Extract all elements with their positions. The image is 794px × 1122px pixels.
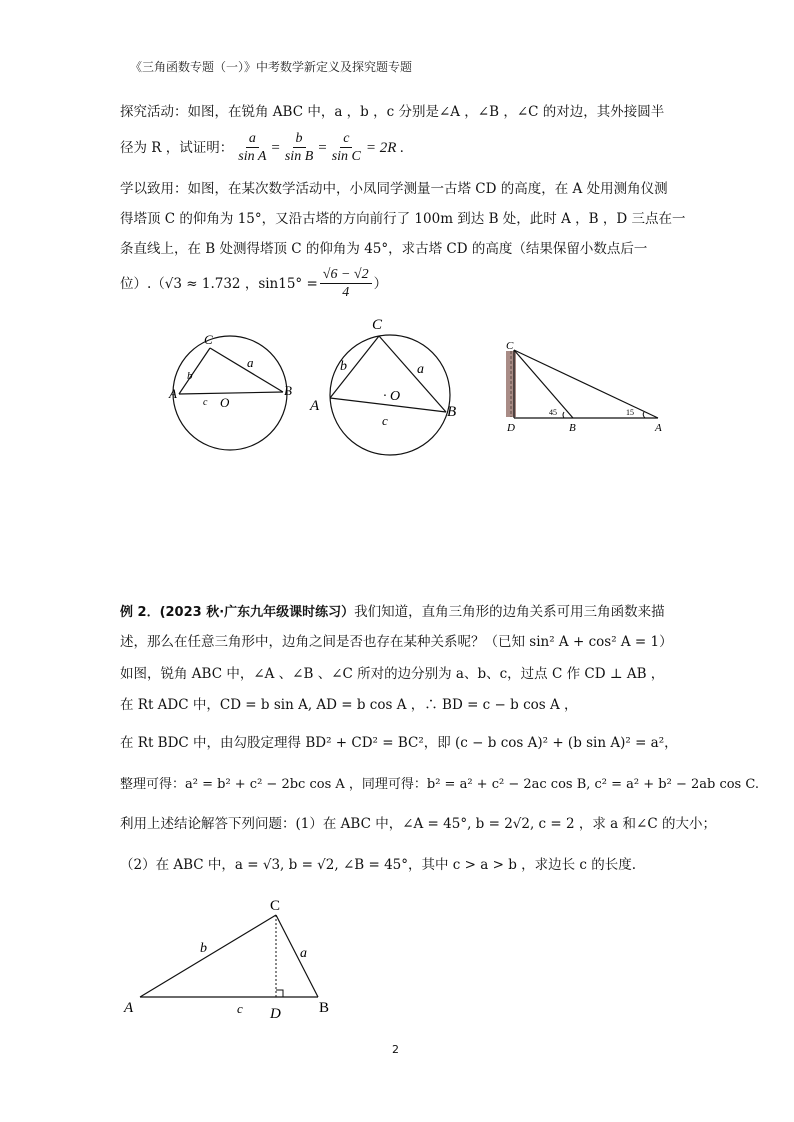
label-D: D: [507, 422, 515, 434]
right-angle-mark: [276, 990, 283, 997]
example-line2: 述，那么在任意三角形中，边角之间是否也存在某种关系呢？（已知 sin² A + cos² A = 1）: [120, 634, 673, 650]
p2-line4-text: 位）.（√3 ≈ 1.732 ，sin15° =: [120, 275, 318, 292]
frac3-num: c: [340, 130, 352, 148]
p1-line2-text: 径为 R ，试证明：: [120, 139, 234, 156]
p2-line4: [120, 266, 705, 301]
example-line3: 如图，锐角 ABC 中，∠A 、∠B 、∠C 所对的边分别为 a、b、c，过点 C 作 CD ⊥ AB ，: [120, 666, 665, 682]
p2-line3: 条直线上，在 B 处测得塔顶 C 的仰角为 45°，求古塔 CD 的高度（结果保留小数点后一: [120, 241, 648, 257]
fraction-sin15: [320, 266, 372, 301]
frac2-den: sin B: [284, 149, 314, 164]
p2-line1: 学以致用：如图，在某次数学活动中，小凤同学测量一古塔 CD 的高度，在 A 处用测角仪测: [120, 181, 668, 197]
label-B: B: [284, 383, 292, 398]
label-A: A: [655, 422, 662, 434]
figure-triangle: [120, 892, 340, 1022]
label-a: a: [417, 362, 424, 377]
example-intro: 我们知道，直角三角形的边角关系可用三角函数来描: [354, 604, 665, 620]
label-D: D: [270, 1006, 281, 1022]
side-CB: [276, 915, 318, 997]
side-AC: [140, 915, 276, 997]
label-B: B: [447, 404, 457, 420]
label-15: 15: [626, 408, 634, 417]
frac3-den: sin C: [331, 149, 361, 164]
p1-line2: [120, 130, 705, 165]
frac4-den: 4: [342, 285, 350, 300]
example-line4: 在 Rt ADC 中，CD = b sin A, AD = b cos A ，∴ BD = c − b cos A ，: [120, 697, 578, 713]
example-line1: [120, 604, 705, 621]
figure-circle-1: [165, 325, 300, 455]
angle-arc-45: [563, 412, 564, 418]
example-line8: （2）在 ABC 中，a = √3, b = √2, ∠B = 45°，其中 c > a > b ，求边长 c 的长度.: [120, 857, 637, 873]
label-C: C: [204, 332, 213, 347]
angle-arc-15: [643, 412, 645, 418]
eq2: =: [318, 139, 327, 156]
frac1-num: a: [246, 130, 259, 148]
fraction-c-sinC: [329, 130, 364, 165]
frac2-num: b: [293, 130, 306, 148]
fraction-a-sinA: [235, 130, 269, 165]
p2-line2: 得塔顶 C 的仰角为 15°，又沿古塔的方向前行了 100m 到达 B 处，此时 A ，B ，D 三点在一: [120, 211, 686, 227]
label-b: b: [187, 370, 193, 382]
side-CA: [514, 350, 658, 418]
label-C: C: [506, 340, 514, 352]
label-c: c: [237, 1001, 243, 1016]
label-A: A: [310, 398, 320, 414]
page-header: 《三角函数专题（一）》中考数学新定义及探究题专题: [130, 60, 413, 74]
side-AB-1: [179, 392, 283, 394]
label-a: a: [300, 946, 307, 961]
label-A: A: [169, 386, 177, 401]
page-number: 2: [392, 1043, 399, 1056]
label-B: B: [569, 422, 576, 434]
figure-circle-2: [305, 310, 465, 460]
label-B: B: [319, 1000, 330, 1016]
label-C: C: [372, 317, 383, 333]
figure-tower: [500, 335, 675, 435]
p2-line4-end: ）: [373, 275, 388, 292]
side-CB: [514, 350, 573, 418]
label-O: · O: [383, 389, 401, 404]
frac1-den: sin A: [238, 149, 267, 164]
label-b: b: [340, 359, 347, 374]
example-title: 例 2．(2023 秋·广东九年级课时练习）: [120, 605, 355, 620]
fraction-b-sinB: [282, 130, 316, 165]
example-line6: 整理可得：a² = b² + c² − 2bc cos A ，同理可得：b² = a² + c² − 2ac cos B, c² = a² + b² − 2ab cos C.: [120, 777, 759, 792]
label-a: a: [247, 355, 254, 370]
label-C: C: [270, 898, 281, 914]
label-A: A: [124, 1000, 134, 1016]
label-O: O: [220, 395, 230, 410]
frac4-num: √6 − √2: [320, 266, 372, 284]
label-45: 45: [549, 408, 557, 417]
p1-line2-end: = 2R .: [365, 139, 404, 156]
label-b: b: [200, 941, 207, 956]
example-line5: 在 Rt BDC 中，由勾股定理得 BD² + CD² = BC²，即 (c − b cos A)² + (b sin A)² = a²，: [120, 735, 678, 751]
label-c: c: [203, 397, 208, 408]
p1-line1: 探究活动：如图，在锐角 ABC 中，a ，b ，c 分别是∠A ，∠B ，∠C 的对边，其外接圆半: [120, 104, 665, 120]
label-c: c: [382, 413, 388, 428]
example-line7: 利用上述结论解答下列问题：(1）在 ABC 中，∠A = 45°, b = 2√2, c = 2 ，求 a 和∠C 的大小；: [120, 816, 716, 832]
side-AC-1: [179, 348, 210, 394]
eq1: =: [271, 139, 280, 156]
